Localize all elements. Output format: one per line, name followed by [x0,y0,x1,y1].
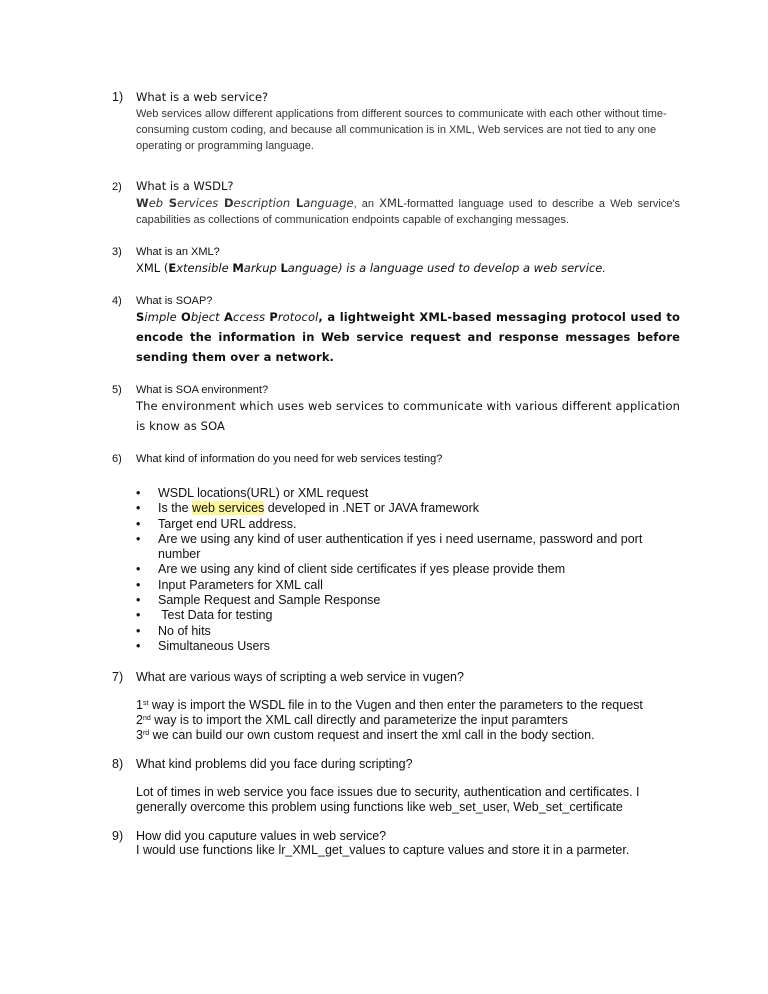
list-item: • Sample Request and Sample Response [136,593,656,608]
question-text: What are various ways of scripting a web service in vugen? [136,670,464,684]
question-number: 6) [112,453,122,465]
question-text: What is a WSDL? [136,179,234,193]
question-text: What is SOAP? [136,295,213,307]
question-text: What is SOA environment? [136,384,269,396]
list-item: • WSDL locations(URL) or XML request [136,486,656,501]
question-6 [112,453,680,465]
question-5 [112,384,680,436]
list-item: • Simultaneous Users [136,639,656,654]
list-item: • Are we using any kind of client side certificates if yes please provide them [136,562,656,577]
vugen-way-3: 3rd we can build our own custom request and insert the xml call in the body section. [136,728,595,742]
question-text: What is a web service? [136,90,269,104]
question-text: What kind problems did you face during scripting? [136,757,413,771]
question-text: What kind of information do you need for web services testing? [136,453,443,465]
answer-text: Web services allow different applications from different sources to communicate with each other without time-consuming custom coding, and because all communication is in XML, Web services are not tied to any one operating or programming language. [136,108,667,152]
question-9 [112,829,680,858]
answer-text [112,698,680,743]
question-2 [112,179,680,228]
question-8 [112,757,680,815]
vugen-way-2: 2nd way is to import the XML call directly and parameterize the input paramters [136,713,568,727]
list-item: • Input Parameters for XML call [136,578,656,593]
question-4 [112,295,680,367]
question-text: How did you caputure values in web service? [136,829,387,843]
answer-text: The environment which uses web services to communicate with various different application is know as SOA [136,399,680,433]
answer-text: I would use functions like lr_XML_get_values to capture values and store it in a parmeter. [136,843,630,857]
list-item: • Target end URL address. [136,517,656,532]
answer-text: Web Services Description Language, an XML-formatted language used to describe a Web service's capabilities as collections of communication endpoints capable of exchanging messages. [136,196,681,226]
answer-text: XML (Extensible Markup Language) is a language used to develop a web service. [136,261,606,275]
testing-info-list [136,486,656,654]
question-text: What is an XML? [136,246,220,258]
highlighted-text: web services [192,501,265,516]
question-number: 7) [112,670,124,684]
question-number: 4) [112,295,122,307]
question-3 [112,246,680,278]
question-7 [112,670,680,743]
question-number: 5) [112,384,122,396]
vugen-way-1: 1st way is import the WSDL file in to the Vugen and then enter the parameters to the request [136,698,643,712]
answer-text: Simple Object Access Protocol, a lightweight XML-based messaging protocol used to encode the information in Web service request and response messages before sending them over a network. [136,310,680,364]
list-item: • Are we using any kind of user authentication if yes i need username, password and port number [136,532,656,563]
question-number: 1) [112,90,124,104]
answer-text: Lot of times in web service you face issues due to security, authentication and certificates. I generally overcome this problem using functions like web_set_user, Web_set_certificate [136,785,640,814]
question-number: 3) [112,246,122,258]
list-item: • Test Data for testing [136,608,656,623]
list-item: • Is the web services developed in .NET or JAVA framework [136,501,656,516]
question-number: 9) [112,829,124,843]
question-number: 2) [112,181,122,193]
question-1 [112,90,680,154]
list-item: • No of hits [136,624,656,639]
question-number: 8) [112,757,124,771]
